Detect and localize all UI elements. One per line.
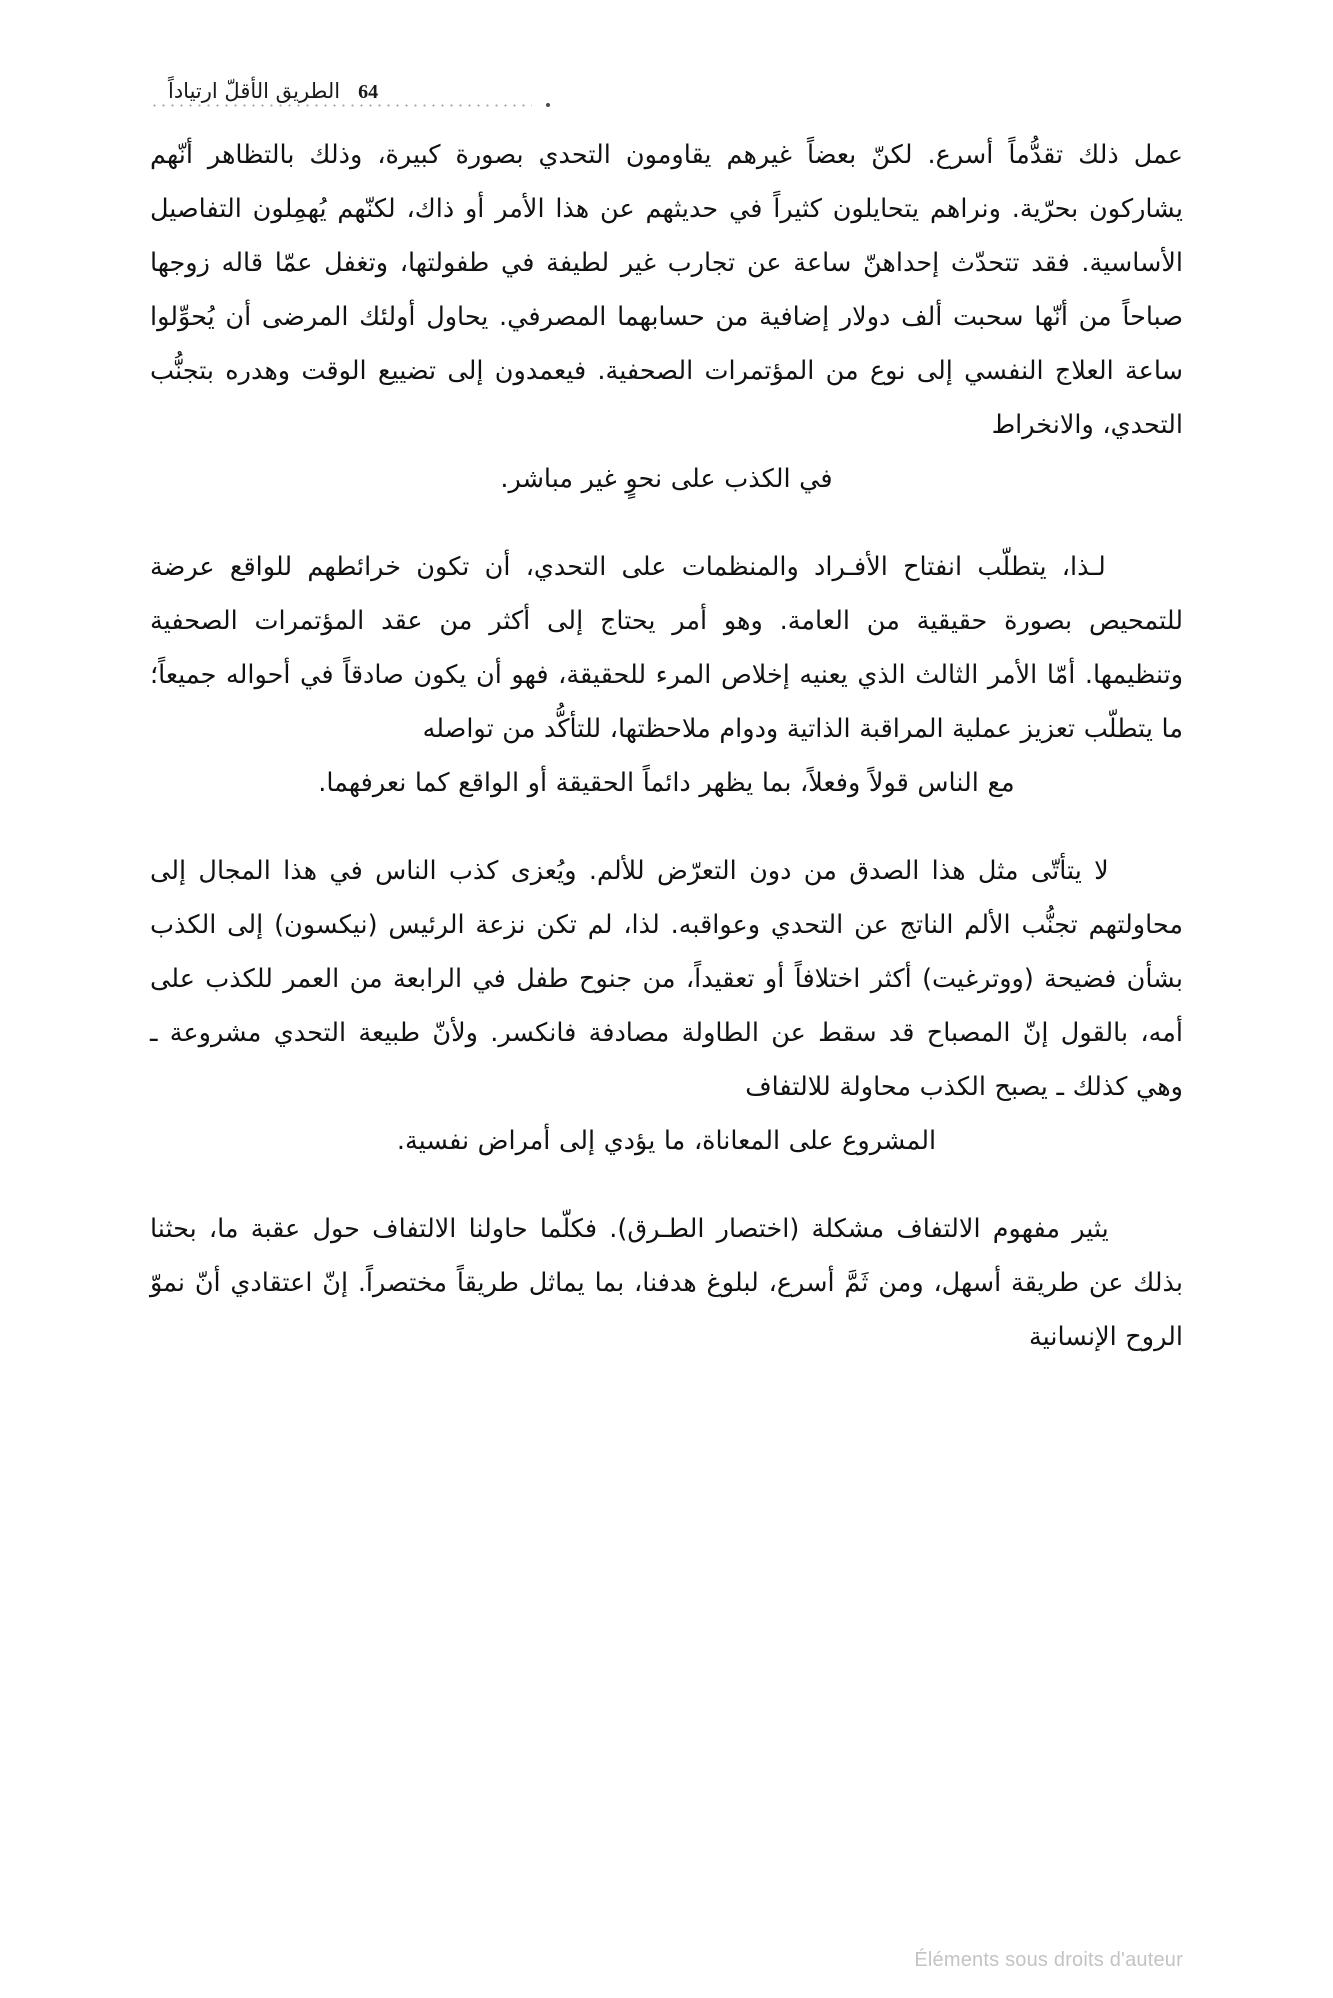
paragraph xyxy=(150,1202,1183,1364)
paragraph-line: أكثر اختلافاً أو تعقيداً، من جنوح طفل في الرابعة من العمر للكذب على xyxy=(150,964,912,994)
paragraph-line: لـذا، يتطلّب انفتاح الأفـراد والمنظمات على التحدي، أن تكون xyxy=(416,552,1106,582)
paragraph-line: وذلك بالتظاهر أنّهم يشاركون بحرّية. ونراهم يتحايلون كثيراً في حديثهم xyxy=(150,140,1184,224)
paragraph xyxy=(150,128,1183,506)
paragraph-line: طبيعة التحدي مشروعة ـ وهي كذلك ـ يصبح الكذب محاولة للالتفاف xyxy=(150,1018,1183,1102)
paragraph-line: الالتفاف حول عقبة ما، بحثنا بذلك عن طريقة أسهل، ومن ثَمَّ أسرع، لبلوغ xyxy=(150,1214,1183,1298)
paragraph-line: أمه، بالقول إنّ المصباح قد سقط عن الطاولة مصادفة فانكسر. ولأنّ xyxy=(432,1018,1183,1048)
paragraph-line: ما يتطلّب تعزيز عملية المراقبة الذاتية ودوام ملاحظتها، للتأكُّد من تواصله xyxy=(422,714,1183,744)
paragraph-line: الذي يعنيه إخلاص المرء للحقيقة، فهو أن يكون صادقاً في أحواله جميعاً؛ xyxy=(150,660,906,690)
paragraph-line: عن هذا الأمر أو ذاك، لكنّهم يُهمِلون التفاصيل الأساسية. فقد تتحدّث xyxy=(150,194,1184,278)
paragraph-line: صباحاً من أنّها سحبت ألف دولار إضافية من حسابهما المصرفي. يحاول xyxy=(426,302,1183,332)
running-head xyxy=(168,62,1165,102)
page-number: 64 xyxy=(358,81,379,103)
page-text-body xyxy=(150,128,1183,1364)
paragraph-line: لا يتأتّى مثل هذا الصدق من دون التعرّض للألم. ويُعزى كذب الناس xyxy=(375,856,1109,886)
rule-dot-run xyxy=(150,104,532,107)
paragraph xyxy=(150,844,1183,1168)
running-head-book-title: الطريق الأقلّ ارتياداً xyxy=(168,79,341,103)
paragraph-line: يثير مفهوم الالتفاف مشكلة (اختصار الطـرق). فكلّما حاولنا xyxy=(468,1214,1109,1244)
paragraph xyxy=(150,540,1183,810)
copyright-note-text: Éléments sous droits d'auteur xyxy=(914,1949,1183,1971)
paragraph-line: خرائطهم للواقع عرضة للتمحيص بصورة حقيقية من العامة. وهو أمر xyxy=(150,552,1184,636)
header-dotted-rule xyxy=(150,103,550,107)
paragraph-line: إحداهنّ ساعة عن تجارب غير لطيفة في طفولتها، وتغفل عمّا قاله زوجها xyxy=(150,248,940,278)
paragraph-line: في هذا المجال إلى محاولتهم تجنُّب الألم الناتج عن التحدي وعواقبه. لذا، xyxy=(150,856,1183,940)
paragraph-last-line: مع الناس قولاً وفعلاً، بما يظهر دائماً الحقيقة أو الواقع كما نعرفهما. xyxy=(318,768,1015,798)
copyright-footer xyxy=(914,1949,1183,1972)
paragraph-line: عمل ذلك تقدُّماً أسرع. لكنّ بعضاً غيرهم يقاومون التحدي بصورة كبيرة، xyxy=(377,140,1183,170)
paragraph-last-line: في الكذب على نحوٍ غير مباشر. xyxy=(500,464,833,494)
paragraph-line: يحتاج إلى أكثر من عقد المؤتمرات الصحفية وتنظيمها. أمّا الأمر الثالث xyxy=(150,606,1184,690)
paragraph-line: هدفنا، بما يماثل طريقاً مختصراً. إنّ اعتقادي أنّ نموّ الروح الإنسانية xyxy=(150,1268,1183,1352)
paragraph-line: أولئك المرضى أن يُحوِّلوا ساعة العلاج النفسي إلى نوع من المؤتمرات xyxy=(150,302,1184,386)
paragraph-line: لم تكن نزعة الرئيس (نيكسون) إلى الكذب بشأن فضيحة (ووترغيت) xyxy=(150,910,1183,994)
rule-lead-dot xyxy=(546,103,550,107)
paragraph-line: الصحفية. فيعمدون إلى تضييع الوقت وهدره بتجنُّب التحدي، والانخراط xyxy=(150,356,1183,440)
paragraph-last-line: المشروع على المعاناة، ما يؤدي إلى أمراض نفسية. xyxy=(396,1126,937,1156)
